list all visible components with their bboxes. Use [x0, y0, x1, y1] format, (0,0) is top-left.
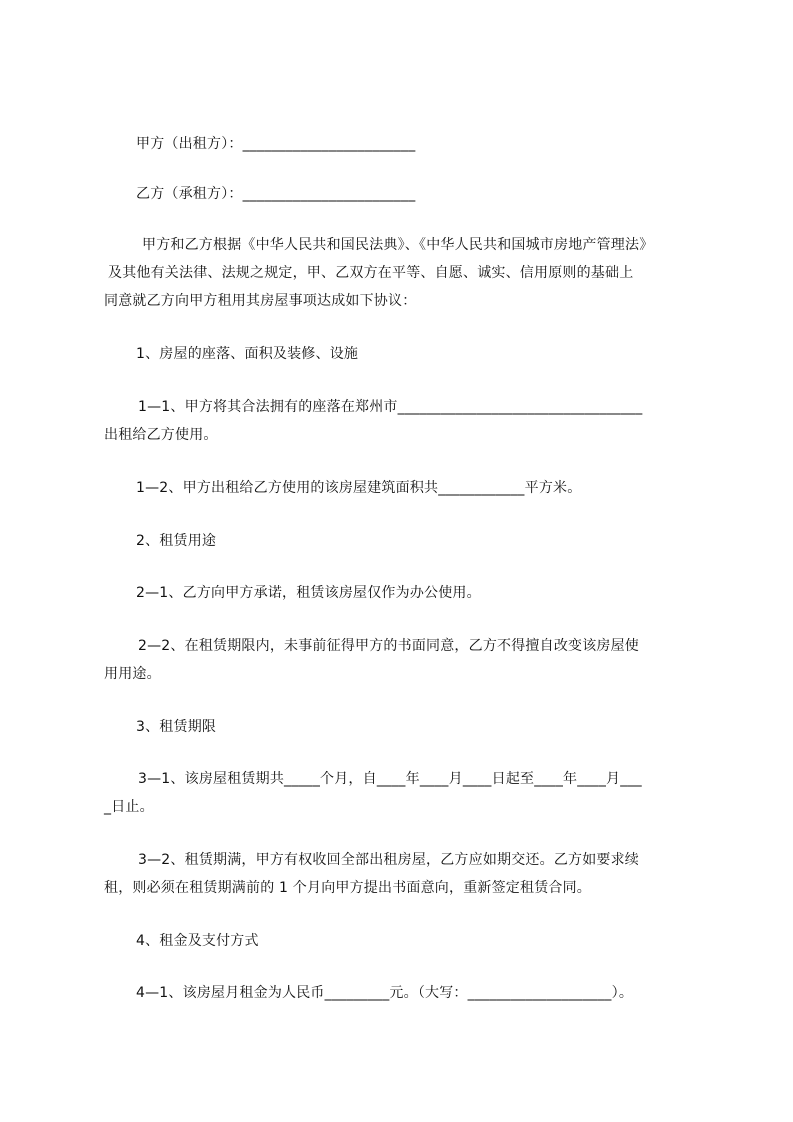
clause-3-2-line-2: 租，则必须在租赁期满前的 1 个月向甲方提出书面意向，重新签定租赁合同。: [104, 880, 592, 896]
clause-4-1: 4—1、该房屋月租金为人民币_________元。（大写：____________________）。: [136, 985, 634, 1001]
clause-3-1-line-2: _日止。: [104, 799, 154, 815]
clause-2-2-line-2: 用用途。: [104, 666, 161, 682]
clause-1-2: 1—2、甲方出租给乙方使用的该房屋建筑面积共____________平方米。: [136, 480, 582, 496]
intro-paragraph-line-3: 同意就乙方向甲方租用其房屋事项达成如下协议：: [104, 293, 417, 309]
section-2-title: 2、租赁用途: [136, 533, 217, 549]
clause-1-1-line-1: 1—1、甲方将其合法拥有的座落在郑州市__________________________________: [138, 399, 643, 415]
intro-paragraph-line-1: 甲方和乙方根据《中华人民共和国民法典》、《中华人民共和国城市房地产管理法》: [142, 237, 654, 253]
clause-1-1-line-2: 出租给乙方使用。: [104, 427, 218, 443]
clause-2-1: 2—1、乙方向甲方承诺，租赁该房屋仅作为办公使用。: [136, 585, 481, 601]
section-4-title: 4、租金及支付方式: [136, 933, 259, 949]
section-3-title: 3、租赁期限: [136, 719, 217, 735]
party-b-line: 乙方（承租方）：________________________: [136, 186, 416, 202]
intro-paragraph-line-2: 及其他有关法律、法规之规定，甲、乙双方在平等、自愿、诚实、信用原则的基础上: [108, 265, 634, 281]
section-1-title: 1、房屋的座落、面积及装修、设施: [136, 346, 359, 362]
party-a-line: 甲方（出租方）：________________________: [136, 136, 416, 152]
clause-2-2-line-1: 2—2、在租赁期限内，未事前征得甲方的书面同意，乙方不得擅自改变该房屋使: [138, 638, 640, 654]
clause-3-2-line-1: 3—2、租赁期满，甲方有权收回全部出租房屋，乙方应如期交还。乙方如要求续: [138, 852, 640, 868]
clause-3-1-line-1: 3—1、该房屋租赁期共_____个月，自____年____月____日起至____年____月___: [138, 771, 642, 787]
